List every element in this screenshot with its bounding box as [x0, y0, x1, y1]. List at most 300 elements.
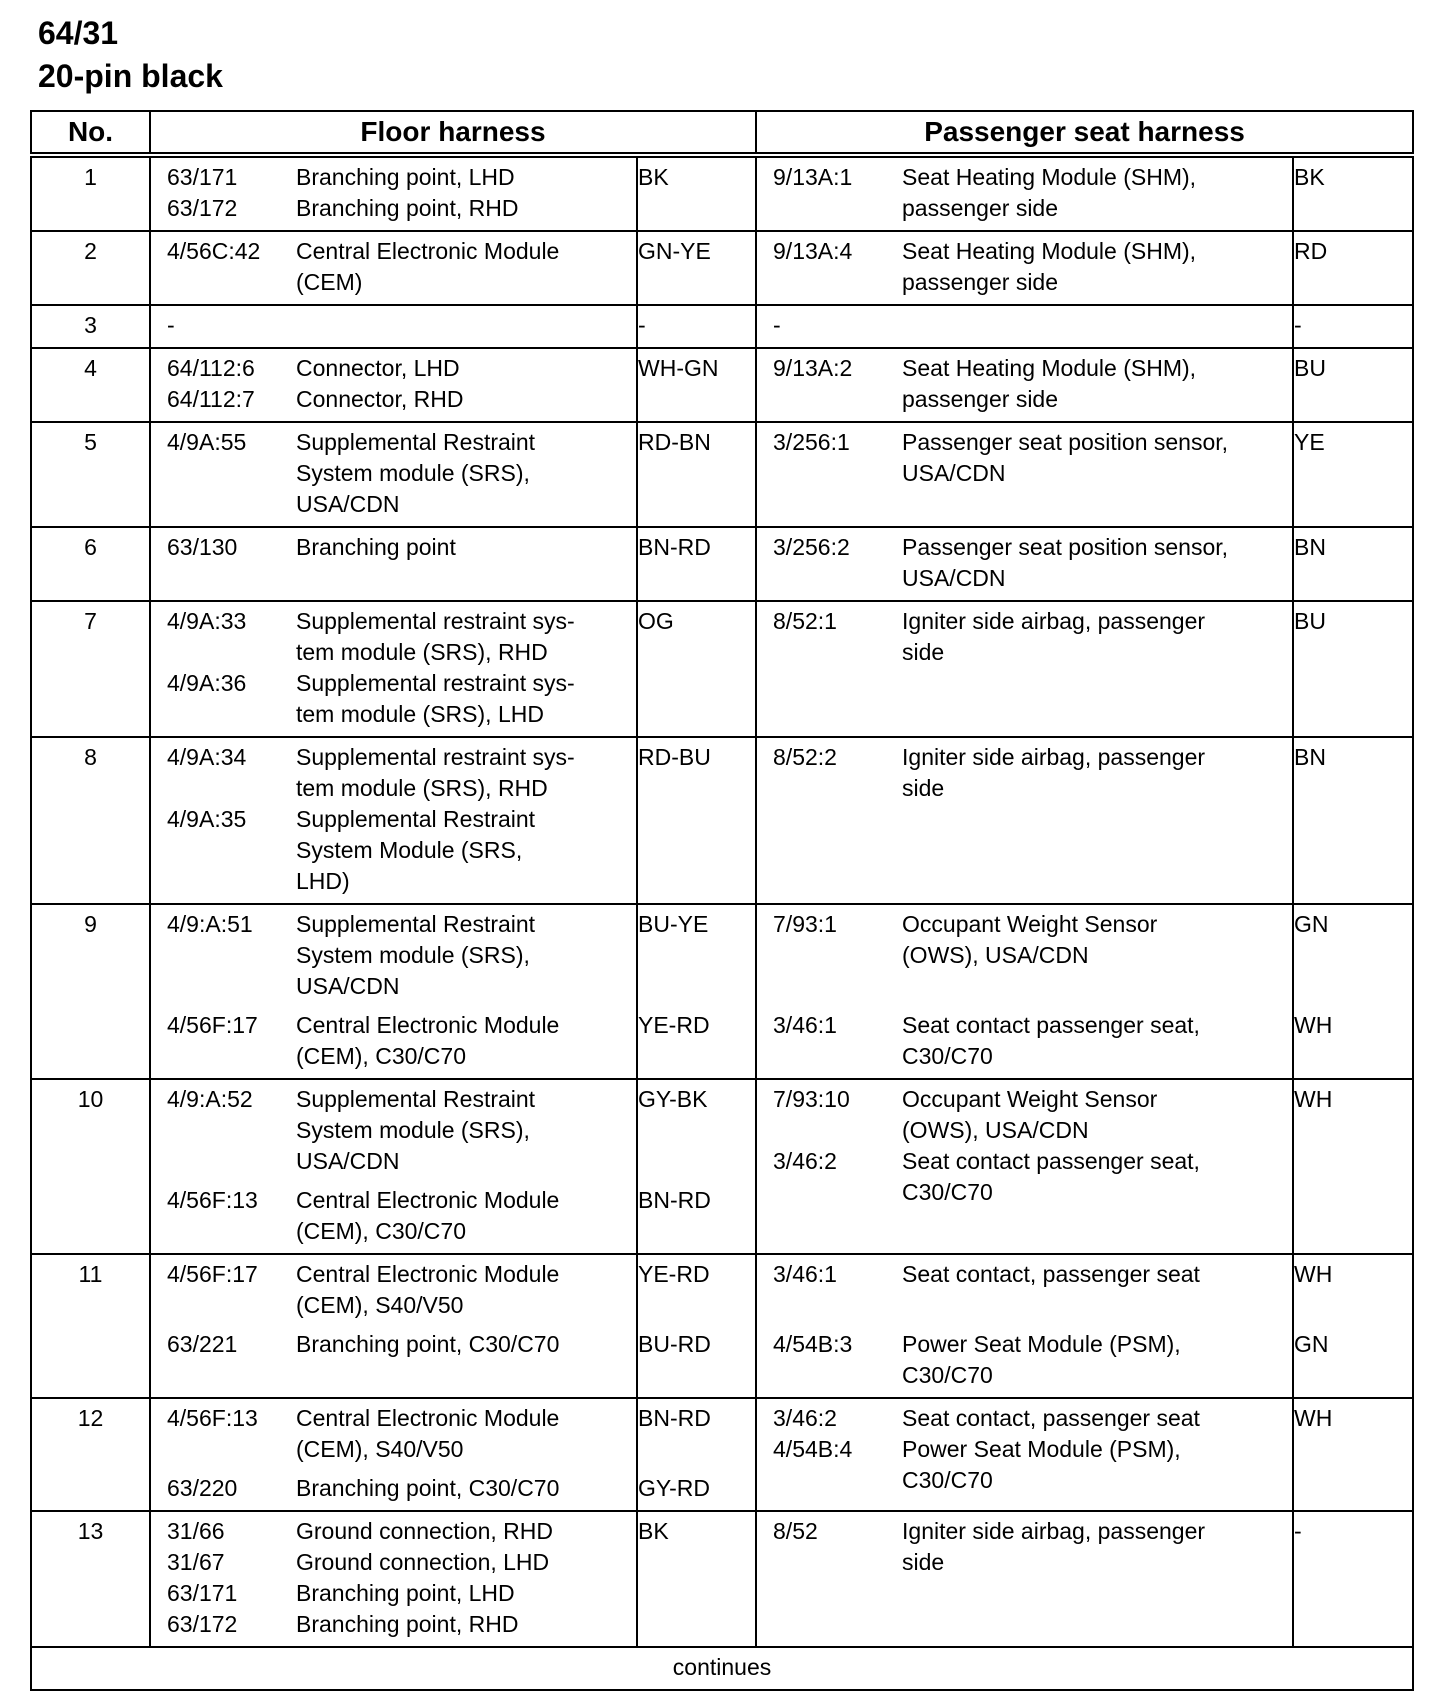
description-line: Connector, RHD: [296, 386, 464, 412]
connector-pin-id: 63/220: [167, 1475, 238, 1501]
passenger-harness-cell: [756, 1398, 1293, 1511]
floor-wire-color-cell: [637, 422, 756, 527]
component-description: [902, 532, 1292, 594]
passenger-wire-color-cell: [1293, 601, 1413, 737]
wire-color: BN-RD: [638, 1187, 711, 1213]
wire-color: WH: [1294, 1086, 1333, 1112]
connection-entry: [757, 1403, 1292, 1434]
connection-entry: [151, 1084, 636, 1177]
description-line: Passenger seat position sensor,: [902, 429, 1229, 455]
floor-wire-color-cell: [637, 1398, 756, 1511]
description-line: USA/CDN: [296, 1148, 400, 1174]
connection-entry: [757, 1084, 1292, 1146]
connector-pin-id: 3/46:2: [773, 1148, 837, 1174]
component-description: [296, 1516, 636, 1547]
passenger-harness-cell: [756, 1511, 1293, 1647]
description-line: (OWS), USA/CDN: [902, 942, 1089, 968]
connector-pin-id: 4/9:A:51: [167, 911, 253, 937]
passenger-wire-color-cell: [1293, 348, 1413, 422]
connection-entry: [757, 742, 1292, 804]
description-line: USA/CDN: [902, 565, 1006, 591]
table-row: [31, 155, 1413, 231]
wire-color: BK: [1294, 164, 1325, 190]
wire-color: GY-BK: [638, 1086, 708, 1112]
connector-pin-id: 8/52:1: [773, 608, 837, 634]
passenger-harness-cell: [756, 904, 1293, 1079]
passenger-wire-color-cell: [1293, 904, 1413, 1079]
connector-pin-id: 3/46:1: [773, 1012, 837, 1038]
pin-number: 11: [31, 1254, 150, 1398]
connection-entry: [757, 909, 1292, 1002]
wire-color: BN: [1294, 744, 1326, 770]
component-description: [296, 1403, 636, 1465]
description-line: Igniter side airbag, passenger: [902, 744, 1206, 770]
floor-harness-cell: [150, 305, 637, 348]
component-description: [902, 1084, 1292, 1146]
connector-pin-id: -: [773, 312, 781, 338]
connector-pin-id: -: [167, 312, 175, 338]
connector-pin-id: 9/13A:1: [773, 164, 853, 190]
description-line: Igniter side airbag, passenger: [902, 608, 1206, 634]
description-line: passenger side: [902, 269, 1059, 295]
wire-color: BU: [1294, 608, 1326, 634]
description-line: Central Electronic Module: [296, 1012, 560, 1038]
description-line: Seat contact passenger seat,: [902, 1148, 1200, 1174]
floor-harness-cell: [150, 1079, 637, 1254]
connection-entry: [151, 804, 636, 897]
connection-entry: [151, 742, 636, 804]
connection-entry: [151, 1473, 636, 1504]
description-line: [902, 971, 1284, 1002]
component-description: [296, 310, 636, 341]
wire-color: -: [1294, 312, 1302, 338]
floor-wire-color-cell: [637, 348, 756, 422]
table-row: [31, 737, 1413, 904]
connection-entry: [151, 427, 636, 520]
wire-color: RD-BN: [638, 429, 711, 455]
description-line: Seat contact, passenger seat: [902, 1261, 1200, 1287]
connection-entry: [757, 236, 1292, 298]
connector-pin-id: 4/56F:13: [167, 1187, 258, 1213]
wire-color: WH-GN: [638, 355, 719, 381]
floor-harness-cell: [150, 1511, 637, 1647]
pin-number: 2: [31, 231, 150, 305]
table-row: [31, 348, 1413, 422]
connector-pin-id: 4/9A:55: [167, 429, 247, 455]
connection-entry: [151, 1547, 636, 1578]
floor-wire-color-cell: [637, 601, 756, 737]
passenger-wire-color-cell: [1293, 422, 1413, 527]
wire-color: RD-BU: [638, 744, 711, 770]
pin-number: 13: [31, 1511, 150, 1647]
floor-harness-cell: [150, 1398, 637, 1511]
table-row: [31, 1254, 1413, 1398]
wire-color: WH: [1294, 1261, 1333, 1287]
description-line: Central Electronic Module: [296, 1405, 560, 1431]
passenger-wire-color-cell: [1293, 1398, 1413, 1511]
table-footer-row: [31, 1647, 1413, 1690]
connection-entry: [757, 1010, 1292, 1072]
floor-harness-cell: [150, 904, 637, 1079]
pin-number: 8: [31, 737, 150, 904]
component-description: [296, 1259, 636, 1321]
description-line: Supplemental restraint sys-: [296, 608, 575, 634]
connector-pin-id: 63/130: [167, 534, 238, 560]
description-line: System module (SRS),: [296, 1117, 530, 1143]
connector-pin-id: 63/172: [167, 195, 238, 221]
wire-color: BN-RD: [638, 534, 711, 560]
connector-pin-id: 63/171: [167, 164, 238, 190]
connection-entry: [151, 310, 636, 341]
wire-color: BK: [638, 1518, 669, 1544]
component-description: [296, 1010, 636, 1072]
connector-pin-id: 63/221: [167, 1331, 238, 1357]
description-line: Seat Heating Module (SHM),: [902, 238, 1197, 264]
pin-number: 4: [31, 348, 150, 422]
table-row: [31, 231, 1413, 305]
description-line: passenger side: [902, 195, 1059, 221]
description-line: Supplemental Restraint: [296, 429, 536, 455]
component-description: [296, 668, 636, 730]
component-description: [296, 804, 636, 897]
component-description: [296, 1609, 636, 1640]
connection-entry: [151, 1578, 636, 1609]
component-description: [296, 1473, 636, 1504]
wire-color: -: [1294, 1518, 1302, 1544]
connection-entry: [151, 1010, 636, 1072]
wire-color: BU: [1294, 355, 1326, 381]
description-line: (OWS), USA/CDN: [902, 1117, 1089, 1143]
description-line: [902, 310, 1284, 341]
description-line: side: [902, 639, 945, 665]
floor-wire-color-cell: [637, 305, 756, 348]
component-description: [902, 236, 1292, 298]
connector-pin-id: 4/9A:36: [167, 670, 247, 696]
passenger-harness-cell: [756, 737, 1293, 904]
description-line: Branching point, RHD: [296, 1611, 519, 1637]
pin-number: 7: [31, 601, 150, 737]
connector-pin-id: 4/54B:4: [773, 1436, 853, 1462]
passenger-wire-color-cell: [1293, 231, 1413, 305]
description-line: System module (SRS),: [296, 942, 530, 968]
component-description: [902, 1434, 1292, 1496]
description-line: Supplemental Restraint: [296, 806, 536, 832]
connection-entry: [151, 353, 636, 384]
floor-wire-color-cell: [637, 231, 756, 305]
description-line: Ground connection, RHD: [296, 1518, 553, 1544]
connector-pin-id: 8/52: [773, 1518, 818, 1544]
connector-heading: [38, 12, 223, 98]
description-line: Supplemental restraint sys-: [296, 670, 575, 696]
connection-entry: [757, 606, 1292, 668]
continues-note: continues: [31, 1647, 1413, 1690]
wire-color: GN-YE: [638, 238, 711, 264]
description-line: side: [902, 775, 945, 801]
floor-harness-cell: [150, 527, 637, 601]
component-description: [296, 606, 636, 668]
floor-wire-color-cell: [637, 1511, 756, 1647]
connection-entry: [757, 427, 1292, 489]
component-description: [296, 1578, 636, 1609]
passenger-harness-cell: [756, 1254, 1293, 1398]
description-line: C30/C70: [902, 1043, 993, 1069]
description-line: Supplemental Restraint: [296, 1086, 536, 1112]
connector-pin-id: 3/256:1: [773, 429, 850, 455]
component-description: [902, 162, 1292, 224]
connection-entry: [757, 1146, 1292, 1208]
connector-pin-id: 4/9A:34: [167, 744, 247, 770]
component-description: [296, 1185, 636, 1247]
description-line: Power Seat Module (PSM),: [902, 1331, 1181, 1357]
description-line: Central Electronic Module: [296, 1187, 560, 1213]
connector-pin-id: 4/56F:13: [167, 1405, 258, 1431]
floor-harness-cell: [150, 422, 637, 527]
description-line: tem module (SRS), RHD: [296, 775, 548, 801]
connection-entry: [757, 162, 1292, 224]
floor-wire-color-cell: [637, 1254, 756, 1398]
connection-entry: [757, 1329, 1292, 1391]
connector-number: 64/31: [38, 15, 119, 51]
connection-entry: [757, 1259, 1292, 1321]
connector-pin-id: 7/93:10: [773, 1086, 850, 1112]
description-line: Igniter side airbag, passenger: [902, 1518, 1206, 1544]
wire-color: WH: [1294, 1405, 1333, 1431]
component-description: [296, 1547, 636, 1578]
connection-entry: [757, 1516, 1292, 1578]
description-line: (CEM), S40/V50: [296, 1436, 464, 1462]
description-line: Branching point, RHD: [296, 195, 519, 221]
floor-wire-color-cell: [637, 737, 756, 904]
floor-wire-color-cell: [637, 155, 756, 231]
header-no: No.: [31, 111, 150, 155]
pin-number: 5: [31, 422, 150, 527]
wire-color: WH: [1294, 1012, 1333, 1038]
connection-entry: [757, 310, 1292, 341]
wire-color: YE-RD: [638, 1261, 710, 1287]
description-line: USA/CDN: [902, 460, 1006, 486]
component-description: [902, 1259, 1292, 1321]
description-line: Supplemental Restraint: [296, 911, 536, 937]
component-description: [902, 427, 1292, 489]
component-description: [902, 909, 1292, 1002]
description-line: Occupant Weight Sensor: [902, 911, 1158, 937]
connector-pin-id: 64/112:6: [167, 355, 255, 381]
description-line: LHD): [296, 868, 350, 894]
wire-color: YE: [1294, 429, 1325, 455]
connection-entry: [757, 1434, 1292, 1496]
connector-pin-id: 7/93:1: [773, 911, 837, 937]
component-description: [296, 1329, 636, 1360]
description-line: Ground connection, LHD: [296, 1549, 550, 1575]
component-description: [902, 606, 1292, 668]
connection-entry: [151, 1259, 636, 1321]
description-line: Supplemental restraint sys-: [296, 744, 575, 770]
passenger-wire-color-cell: [1293, 1079, 1413, 1254]
pin-number: 12: [31, 1398, 150, 1511]
table-row: [31, 527, 1413, 601]
description-line: (CEM), C30/C70: [296, 1043, 466, 1069]
connection-entry: [757, 532, 1292, 594]
floor-harness-cell: [150, 155, 637, 231]
description-line: C30/C70: [902, 1179, 993, 1205]
connector-pin-id: 9/13A:4: [773, 238, 853, 264]
floor-harness-cell: [150, 737, 637, 904]
connector-pin-id: 4/9:A:52: [167, 1086, 253, 1112]
pin-number: 1: [31, 155, 150, 231]
connection-entry: [151, 606, 636, 668]
description-line: Branching point, C30/C70: [296, 1475, 560, 1501]
description-line: Seat Heating Module (SHM),: [902, 164, 1197, 190]
connector-pin-id: 4/56F:17: [167, 1261, 258, 1287]
pinout-table: [30, 110, 1414, 1691]
wire-color: BK: [638, 164, 669, 190]
passenger-wire-color-cell: [1293, 155, 1413, 231]
component-description: [296, 909, 636, 1002]
wire-color: GN: [1294, 1331, 1329, 1357]
connection-entry: [151, 236, 636, 298]
table-row: [31, 1511, 1413, 1647]
description-line: Branching point, LHD: [296, 1580, 515, 1606]
floor-wire-color-cell: [637, 527, 756, 601]
connector-pin-id: 64/112:7: [167, 386, 255, 412]
description-line: Seat contact passenger seat,: [902, 1012, 1200, 1038]
connection-entry: [151, 1516, 636, 1547]
connector-pin-id: 4/56F:17: [167, 1012, 258, 1038]
description-line: Central Electronic Module: [296, 1261, 560, 1287]
connector-pin-id: 63/172: [167, 1611, 238, 1637]
passenger-harness-cell: [756, 527, 1293, 601]
connector-pin-id: 31/66: [167, 1518, 225, 1544]
pin-number: 10: [31, 1079, 150, 1254]
description-line: Branching point, C30/C70: [296, 1331, 560, 1357]
wire-color: GY-RD: [638, 1475, 710, 1501]
header-passenger-seat-harness: Passenger seat harness: [756, 111, 1413, 155]
passenger-wire-color-cell: [1293, 527, 1413, 601]
connector-pin-id: 9/13A:2: [773, 355, 853, 381]
connection-entry: [757, 353, 1292, 415]
component-description: [902, 1403, 1292, 1434]
table-row: [31, 1398, 1413, 1511]
component-description: [296, 532, 636, 563]
component-description: [902, 742, 1292, 804]
component-description: [902, 1329, 1292, 1391]
description-line: side: [902, 1549, 945, 1575]
description-line: Occupant Weight Sensor: [902, 1086, 1158, 1112]
component-description: [296, 1084, 636, 1177]
component-description: [296, 742, 636, 804]
table-row: [31, 305, 1413, 348]
description-line: C30/C70: [902, 1467, 993, 1493]
wire-color: RD: [1294, 238, 1328, 264]
component-description: [902, 1146, 1292, 1208]
passenger-harness-cell: [756, 155, 1293, 231]
description-line: tem module (SRS), LHD: [296, 701, 544, 727]
connection-entry: [151, 668, 636, 730]
connector-pin-id: 3/46:2: [773, 1405, 837, 1431]
floor-harness-cell: [150, 1254, 637, 1398]
component-description: [902, 353, 1292, 415]
description-line: C30/C70: [902, 1362, 993, 1388]
table-header-row: [31, 111, 1413, 155]
component-description: [902, 1010, 1292, 1072]
wire-color: YE-RD: [638, 1012, 710, 1038]
connection-entry: [151, 162, 636, 193]
description-line: Seat contact, passenger seat: [902, 1405, 1200, 1431]
component-description: [296, 162, 636, 193]
connection-entry: [151, 909, 636, 1002]
description-line: System module (SRS),: [296, 460, 530, 486]
connector-type: 20-pin black: [38, 58, 223, 94]
floor-wire-color-cell: [637, 1079, 756, 1254]
connection-entry: [151, 384, 636, 415]
component-description: [296, 236, 636, 298]
description-line: [296, 310, 628, 341]
header-floor-harness: Floor harness: [150, 111, 756, 155]
connector-pin-id: 8/52:2: [773, 744, 837, 770]
floor-harness-cell: [150, 231, 637, 305]
description-line: Seat Heating Module (SHM),: [902, 355, 1197, 381]
description-line: Central Electronic Module: [296, 238, 560, 264]
passenger-harness-cell: [756, 305, 1293, 348]
component-description: [296, 193, 636, 224]
connection-entry: [151, 532, 636, 563]
table-row: [31, 1079, 1413, 1254]
passenger-wire-color-cell: [1293, 737, 1413, 904]
passenger-harness-cell: [756, 422, 1293, 527]
description-line: System Module (SRS,: [296, 837, 523, 863]
connector-pin-id: 4/9A:35: [167, 806, 247, 832]
description-line: Branching point, LHD: [296, 164, 515, 190]
table-row: [31, 904, 1413, 1079]
passenger-wire-color-cell: [1293, 1254, 1413, 1398]
passenger-harness-cell: [756, 348, 1293, 422]
table-row: [31, 601, 1413, 737]
connector-pin-id: 31/67: [167, 1549, 225, 1575]
connector-pin-id: 63/171: [167, 1580, 238, 1606]
pin-number: 6: [31, 527, 150, 601]
passenger-harness-cell: [756, 231, 1293, 305]
wire-color: GN: [1294, 911, 1329, 937]
pin-number: 3: [31, 305, 150, 348]
wire-color: OG: [638, 608, 674, 634]
wire-color: BU-YE: [638, 911, 709, 937]
component-description: [902, 1516, 1292, 1578]
connector-pin-id: 4/9A:33: [167, 608, 247, 634]
description-line: [902, 1290, 1284, 1321]
wire-color: -: [638, 312, 646, 338]
connector-pin-id: 3/46:1: [773, 1261, 837, 1287]
passenger-harness-cell: [756, 601, 1293, 737]
floor-harness-cell: [150, 348, 637, 422]
description-line: Passenger seat position sensor,: [902, 534, 1229, 560]
description-line: (CEM), S40/V50: [296, 1292, 464, 1318]
description-line: Power Seat Module (PSM),: [902, 1436, 1181, 1462]
connector-pin-id: 4/54B:3: [773, 1331, 853, 1357]
component-description: [296, 427, 636, 520]
description-line: Branching point: [296, 534, 456, 560]
component-description: [296, 384, 636, 415]
passenger-wire-color-cell: [1293, 1511, 1413, 1647]
floor-wire-color-cell: [637, 904, 756, 1079]
component-description: [296, 353, 636, 384]
table-row: [31, 422, 1413, 527]
description-line: passenger side: [902, 386, 1059, 412]
component-description: [902, 310, 1292, 341]
connection-entry: [151, 1609, 636, 1640]
description-line: (CEM), C30/C70: [296, 1218, 466, 1244]
wire-color: BN-RD: [638, 1405, 711, 1431]
description-line: tem module (SRS), RHD: [296, 639, 548, 665]
